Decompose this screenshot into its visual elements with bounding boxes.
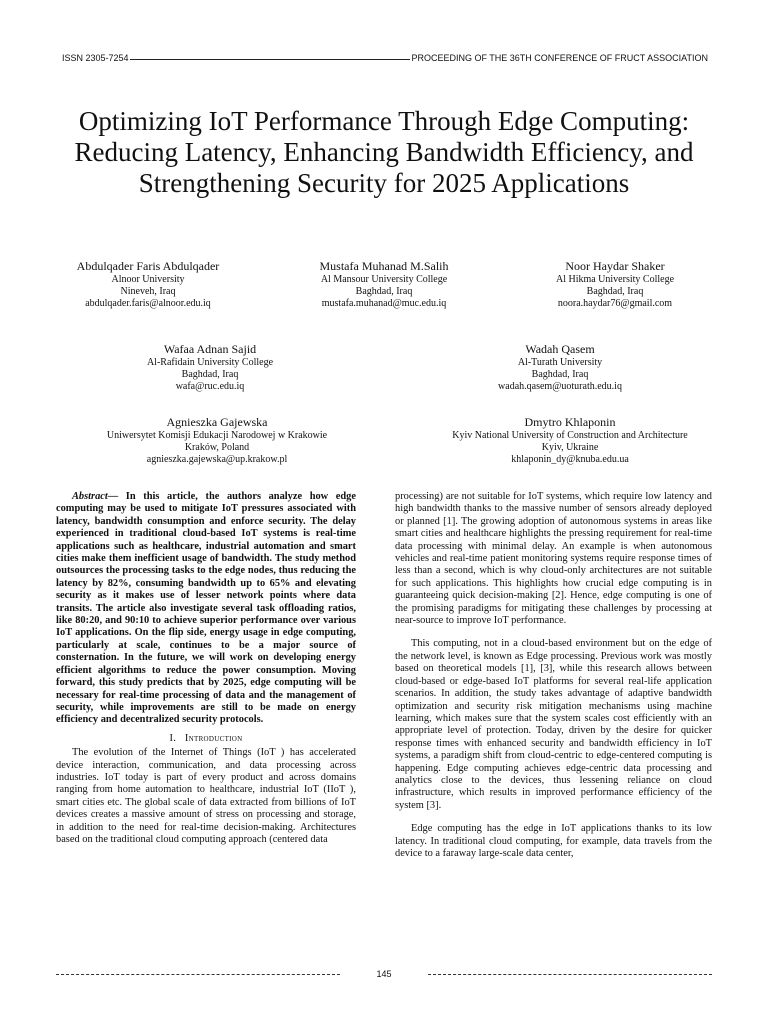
author-name: Dmytro Khlaponin — [524, 415, 616, 429]
paragraph: processing) are not suitable for IoT systems, which require low latency and high bandwidth thanks to the massive number of sensors already deployed or planned [1]. The growing adoption of autonomous systems in areas like smart cities and healthcare highlights the pressing requirement for real-time data processing with minimal delay. An example is when autonomous vehicles and real-time patient monitoring systems require response times of less than a second, which is why cloud-only architectures are not suitable for such applications. This highlights how crucial edge computing is in guaranteeing quick decision-making [2]. Hence, edge computing is one of the promising paradigms for mitigating these challenges by processing at near-source to improve IoT performance. — [395, 491, 712, 627]
author-name: Abdulqader Faris Abdulqader — [76, 259, 220, 273]
author-email: wadah.qasem@uoturath.edu.iq — [498, 381, 622, 392]
author-block — [52, 415, 382, 466]
abstract-label: Abstract — [72, 491, 108, 502]
author-name: Noor Haydar Shaker — [565, 259, 665, 273]
footer-rule-left — [56, 974, 340, 975]
author-location: Baghdad, Iraq — [531, 369, 589, 380]
author-name: Agnieszka Gajewska — [166, 415, 268, 429]
author-location: Kraków, Poland — [184, 442, 250, 453]
author-affiliation: Al-Rafidain University College — [146, 357, 274, 368]
author-affiliation: Kyiv National University of Construction and Architecture — [452, 430, 688, 441]
author-name: Wadah Qasem — [525, 342, 595, 356]
author-affiliation: Al Mansour University College — [320, 274, 448, 285]
abstract-text: In this article, the authors analyze how edge computing may be used to mitigate IoT pressures associated with latency, bandwidth consumption and enforce security. The delay experienced in traditional cloud-based IoT systems is real-time applications such as healthcare, industrial automation and smart cities make them inefficient usage of bandwidth. The study method outsources the processing tasks to the edge nodes, thus reducing the latency by 82%, consuming bandwidth up to 65% and elevating security as it makes use of lesser network points where data transits. The article also investigate several task offloading ratios, like 80:20, and 90:10 to achieve superior performance over various IoT applications. On the flip side, energy usage in edge computing, particularly at scale, continues to be a major source of consternation. In the future, we will work on developing energy efficient algorithms to reduce the power consumption. Moving forward, this study predicts that by 2025, edge computing will be necessary for real-time processing of data and the management of security, while improvements are still to be made on energy efficiency and decentralized security protocols. — [56, 491, 356, 726]
header-rule — [130, 59, 411, 60]
author-affiliation: Uniwersytet Komisji Edukacji Narodowej w Krakowie — [106, 430, 328, 441]
author-affiliation: Alnoor University — [111, 274, 185, 285]
proceeding-title: PROCEEDING OF THE 36TH CONFERENCE OF FRUCT ASSOCIATION — [411, 53, 708, 63]
author-affiliation: Al Hikma University College — [555, 274, 675, 285]
abstract-dash: — — [107, 491, 126, 502]
author-location: Baghdad, Iraq — [355, 286, 413, 297]
abstract — [56, 491, 356, 727]
section-heading — [56, 733, 356, 745]
author-email: noora.haydar76@gmail.com — [557, 298, 673, 309]
section-title: Introduction — [184, 732, 243, 744]
footer-rule-right — [428, 974, 712, 975]
author-location: Baghdad, Iraq — [586, 286, 644, 297]
author-block — [110, 342, 310, 393]
author-email: agnieszka.gajewska@up.krakow.pl — [146, 454, 288, 465]
author-block — [48, 259, 248, 310]
author-email: mustafa.muhanad@muc.edu.iq — [321, 298, 447, 309]
running-header — [62, 53, 708, 63]
author-email: khlaponin_dy@knuba.edu.ua — [511, 454, 629, 465]
left-column — [56, 491, 356, 846]
page-number: 145 — [376, 969, 392, 979]
paper-title: Optimizing IoT Performance Through Edge Computing: Reducing Latency, Enhancing Bandwidth Efficiency, and Strengthening Security for 2025 Applications — [74, 106, 694, 198]
page-footer — [56, 969, 712, 979]
paragraph: Edge computing has the edge in IoT applications thanks to its low latency. In traditional cloud computing, for example, data travels from the device to a faraway large-scale data center, — [395, 823, 712, 859]
author-block — [515, 259, 715, 310]
section-number: I. — [169, 732, 177, 744]
author-block — [284, 259, 484, 310]
right-column — [395, 491, 712, 860]
author-location: Baghdad, Iraq — [181, 369, 239, 380]
author-block — [460, 342, 660, 393]
author-name: Mustafa Muhanad M.Salih — [319, 259, 449, 273]
author-location: Nineveh, Iraq — [120, 286, 176, 297]
author-affiliation: Al-Turath University — [517, 357, 603, 368]
author-email: wafa@ruc.edu.iq — [175, 381, 245, 392]
author-block — [405, 415, 735, 466]
paragraph: The evolution of the Internet of Things (IoT ) has accelerated device interaction, communication, and data processing across industries. IoT today is part of every product and across domains ranging from home automation to healthcare, industrial IoT (IIoT ), smart cities etc. The global scale of data extracted from billions of IoT devices creates a massive amount of stress on processing and storage, in addition to the need for real-time decision-making. Architectures based on the traditional cloud computing approach (centered data — [56, 747, 356, 845]
issn: ISSN 2305-7254 — [62, 53, 129, 63]
author-location: Kyiv, Ukraine — [541, 442, 599, 453]
author-email: abdulqader.faris@alnoor.edu.iq — [85, 298, 211, 309]
paragraph: This computing, not in a cloud-based environment but on the edge of the network level, is known as Edge processing. Previous work was mostly based on theoretical models [1], [3], while this research allows between cloud-based or edge-based IoT platforms for several real-life application scenarios. In addition, the study takes advantage of adaptive bandwidth optimization and security risk mitigation mechanisms using machine learning, which makes sure that the system scales cost efficiently with an appropriate level of protection. Today, driven by the desire for quicker response times with enhanced security and bandwidth efficiency in IoT systems, a paradigm shift from cloud-centric to edge-centered computing is happening. Edge computing achieves edge-centric data processing and analytics close to the devices, thus lessening reliance on cloud infrastructure, which results in improved performance efficiency of the system [3]. — [395, 638, 712, 811]
author-name: Wafaa Adnan Sajid — [163, 342, 257, 356]
